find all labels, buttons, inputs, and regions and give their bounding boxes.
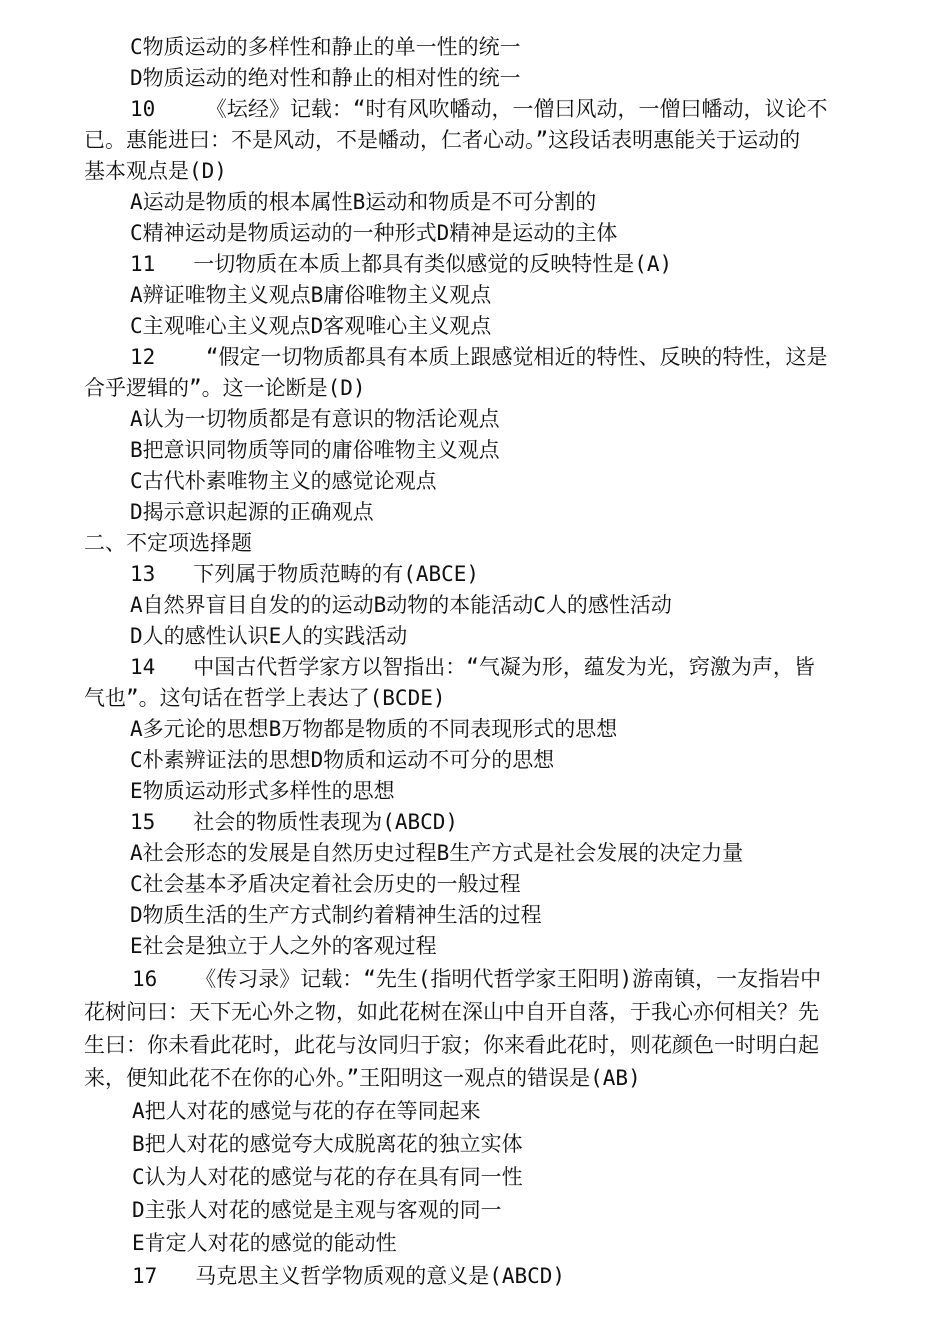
q14-option-e: E物质运动形式多样性的思想 [130, 779, 395, 803]
q15-option-c: C社会基本矛盾决定着社会历史的一般过程 [130, 872, 521, 896]
q12-option-a: A认为一切物质都是有意识的物活论观点 [130, 407, 500, 431]
q10-stem-line-2: 已。惠能进曰：不是风动，不是幡动，仁者心动。”这段话表明惠能关于运动的 [84, 128, 801, 152]
q9-option-c: C物质运动的多样性和静止的单一性的统一 [130, 35, 521, 59]
q10-stem-line-3: 基本观点是(D) [84, 159, 227, 183]
q16-stem-line-4: 来，便知此花不在你的心外。”王阳明这一观点的错误是(AB) [84, 1066, 641, 1090]
q10-options-cd: C精神运动是物质运动的一种形式D精神是运动的主体 [130, 221, 618, 245]
section-heading: 二、不定项选择题 [84, 531, 252, 555]
q14-options-cd: C朴素辨证法的思想D物质和运动不可分的思想 [130, 748, 555, 772]
q16-option-e: E肯定人对花的感觉的能动性 [132, 1231, 397, 1255]
q12-option-c: C古代朴素唯物主义的感觉论观点 [130, 469, 437, 493]
q12-stem-line-1: 12 “假定一切物质都具有本质上跟感觉相近的特性、反映的特性，这是 [130, 345, 828, 369]
q15-option-e: E社会是独立于人之外的客观过程 [130, 934, 437, 958]
q11-options-cd: C主观唯心主义观点D客观唯心主义观点 [130, 314, 492, 338]
q10-options-ab: A运动是物质的根本属性B运动和物质是不可分割的 [130, 190, 597, 214]
q14-stem-line-1: 14 中国古代哲学家方以智指出：“气凝为形，蕴发为光，窍激为声，皆 [130, 655, 815, 679]
q10-stem-line-1: 10 《坛经》记载：“时有风吹幡动，一僧曰风动，一僧曰幡动，议论不 [130, 97, 828, 121]
q16-option-d: D主张人对花的感觉是主观与客观的同一 [132, 1198, 502, 1222]
q12-stem-line-2: 合乎逻辑的”。这一论断是(D) [84, 376, 366, 400]
q16-option-b: B把人对花的感觉夸大成脱离花的独立实体 [132, 1132, 523, 1156]
q16-stem-line-2: 花树问曰：天下无心外之物，如此花树在深山中自开自落，于我心亦何相关？先 [84, 1000, 819, 1024]
q16-option-c: C认为人对花的感觉与花的存在具有同一性 [132, 1165, 523, 1189]
q13-options-de: D人的感性认识E人的实践活动 [130, 624, 408, 648]
q9-option-d: D物质运动的绝对性和静止的相对性的统一 [130, 66, 521, 90]
q14-options-ab: A多元论的思想B万物都是物质的不同表现形式的思想 [130, 717, 618, 741]
q12-option-b: B把意识同物质等同的庸俗唯物主义观点 [130, 438, 500, 462]
q17-stem: 17 马克思主义哲学物质观的意义是(ABCD) [132, 1264, 566, 1288]
q15-stem: 15 社会的物质性表现为(ABCD) [130, 810, 459, 834]
q15-options-ab: A社会形态的发展是自然历史过程B生产方式是社会发展的决定力量 [130, 841, 744, 865]
q16-stem-line-1: 16 《传习录》记载：“先生(指明代哲学家王阳明)游南镇，一友指岩中 [132, 967, 822, 991]
q14-stem-line-2: 气也”。这句话在哲学上表达了(BCDE) [84, 686, 446, 710]
q11-stem: 11 一切物质在本质上都具有类似感觉的反映特性是(A) [130, 252, 673, 276]
q16-stem-line-3: 生曰：你未看此花时，此花与汝同归于寂；你来看此花时，则花颜色一时明白起 [84, 1033, 819, 1057]
q16-option-a: A把人对花的感觉与花的存在等同起来 [132, 1099, 481, 1123]
q12-option-d: D揭示意识起源的正确观点 [130, 500, 374, 524]
q11-options-ab: A辨证唯物主义观点B庸俗唯物主义观点 [130, 283, 492, 307]
q13-stem: 13 下列属于物质范畴的有(ABCE) [130, 562, 480, 586]
q13-options-abc: A自然界盲目自发的的运动B动物的本能活动C人的感性活动 [130, 593, 672, 617]
q15-option-d: D物质生活的生产方式制约着精神生活的过程 [130, 903, 542, 927]
